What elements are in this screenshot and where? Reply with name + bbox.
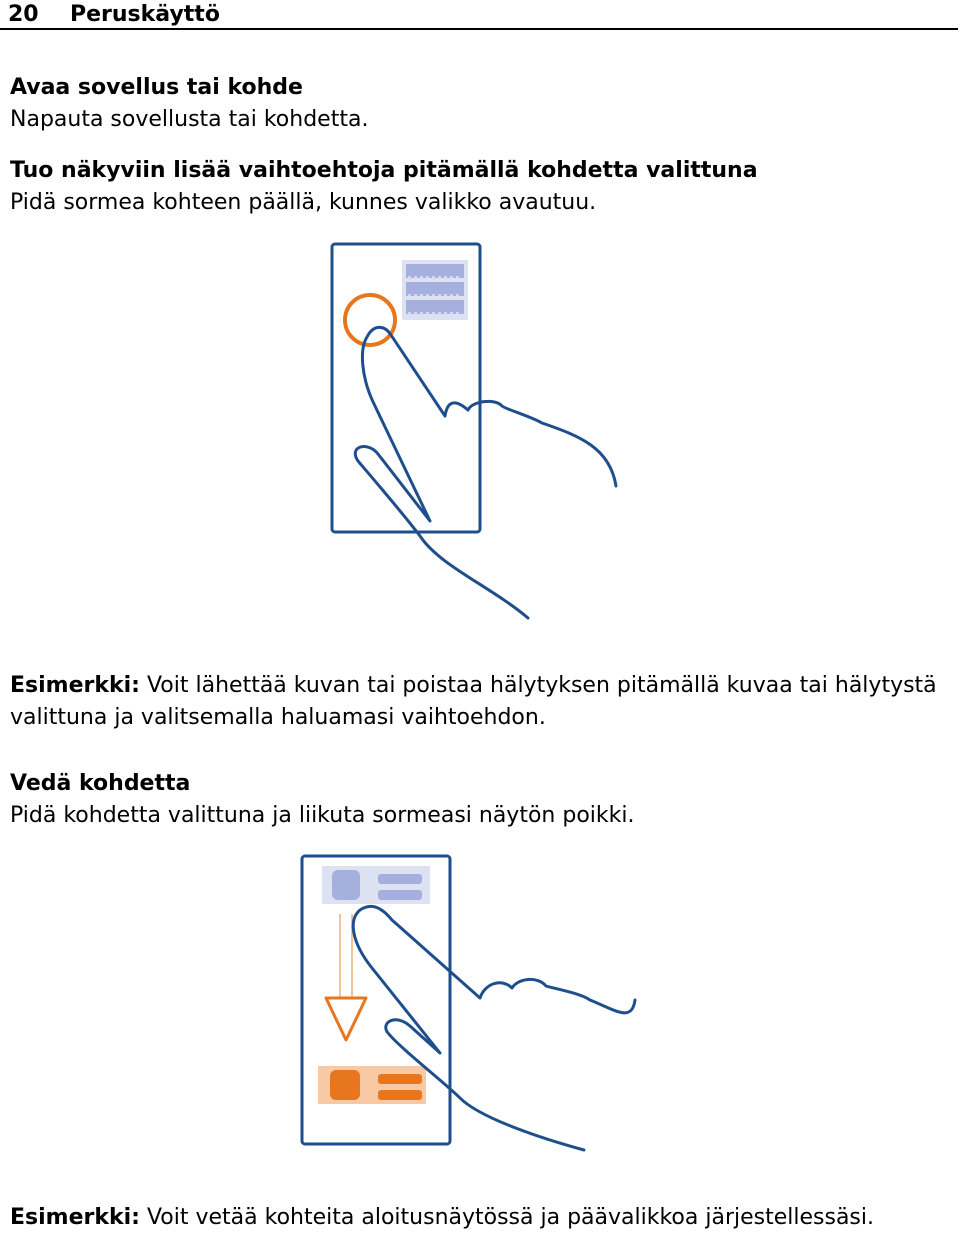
section-drag	[10, 768, 950, 832]
section-open-title: Avaa sovellus tai kohde	[10, 75, 303, 100]
page-number: 20	[8, 2, 39, 27]
section-drag-title: Vedä kohdetta	[10, 771, 191, 796]
drag-arrow-icon	[326, 914, 366, 1040]
section-drag-text: Pidä kohdetta valittuna ja liikuta sormeasi näytön poikki.	[10, 803, 635, 828]
example-1	[10, 670, 950, 734]
hand-icon-2	[353, 906, 635, 1150]
section-open-text: Napauta sovellusta tai kohdetta.	[10, 107, 369, 132]
example-2-text: Voit vetää kohteita aloitusnäytössä ja päävalikkoa järjestellessäsi.	[139, 1205, 875, 1230]
section-more-options	[10, 155, 950, 219]
page-header	[0, 0, 958, 30]
touch-point-icon	[345, 295, 395, 345]
section-open	[10, 72, 950, 136]
example-2	[10, 1202, 950, 1234]
hand-icon	[355, 327, 616, 618]
example-2-label: Esimerkki:	[10, 1205, 140, 1230]
long-press-illustration	[320, 236, 630, 626]
source-item-icon	[322, 866, 430, 904]
drag-illustration	[290, 848, 650, 1158]
chapter-title: Peruskäyttö	[70, 2, 220, 27]
section-more-options-text: Pidä sormea kohteen päällä, kunnes valikko avautuu.	[10, 190, 597, 215]
dropped-item-icon	[318, 1066, 426, 1104]
section-more-options-title: Tuo näkyviin lisää vaihtoehtoja pitämällä kohdetta valittuna	[10, 158, 758, 183]
example-1-label: Esimerkki:	[10, 673, 140, 698]
example-1-text: Voit lähettää kuvan tai poistaa hälytyksen pitämällä kuvaa tai hälytystä valittuna ja valitsemalla haluamasi vaihtoehdon.	[10, 673, 937, 730]
context-menu-icon	[402, 260, 468, 320]
